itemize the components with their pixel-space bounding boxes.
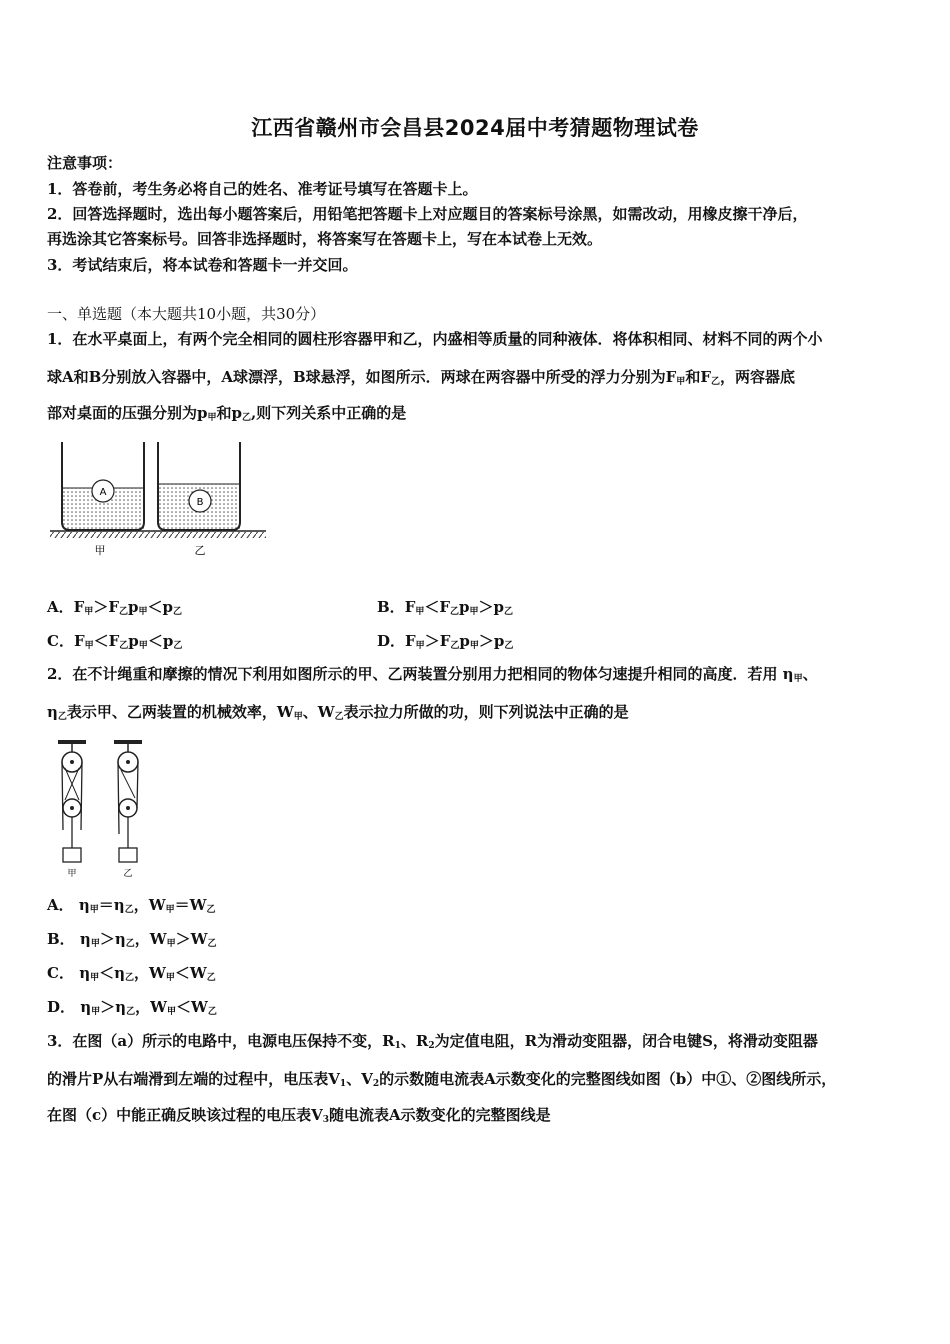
pulley-yi: [114, 740, 142, 878]
q1-line: 部对桌面的压强分别为$p_甲$和$p_乙$,则下列关系中正确的是: [47, 404, 407, 423]
q1-figure-containers: [46, 438, 271, 560]
label-jia: 甲: [94, 544, 106, 557]
q1-line: 球A和B分别放入容器中，A球漂浮，B球悬浮，如图所示．两球在两容器中所受的浮力分别为$F_甲$和$F_乙$，两容器底: [47, 368, 795, 387]
q2-line: $\eta_乙$表示甲、乙两装置的机械效率，$W_甲$、$W_乙$表示拉力所做的功，则下列说法中正确的是: [47, 703, 629, 722]
q2-option-b[interactable]: B． $\eta_甲>\eta_乙$，$W_甲>W_乙$: [47, 930, 217, 949]
notice-heading: 注意事项：: [47, 154, 123, 172]
q3-line: 的滑片P从右端滑到左端的过程中，电压表$V_1$、$V_2$的示数随电流表A示数变化的完整图线如图（b）中①、②图线所示，: [47, 1070, 837, 1089]
q3-line: 3．在图（a）所示的电路中，电源电压保持不变，$R_1$、$R_2$为定值电阻，R为滑动变阻器，闭合电键S，将滑动变阻器: [47, 1032, 818, 1051]
ball-a-label: A: [99, 487, 107, 498]
label-jia: 甲: [67, 869, 77, 878]
notice-item: 1．答卷前，考生务必将自己的姓名、准考证号填写在答题卡上。: [47, 180, 478, 198]
q1-line: 1．在水平桌面上，有两个完全相同的圆柱形容器甲和乙，内盛相等质量的同种液体．将体积相同、材料不同的两个小: [47, 330, 823, 348]
q1-option-d[interactable]: D．$F_甲>F_乙p_甲>p_乙$: [377, 632, 514, 651]
q1-option-b[interactable]: B．$F_甲<F_乙p_甲>p_乙$: [377, 598, 514, 617]
q3-line: 在图（c）中能正确反映该过程的电压表$V_3$随电流表A示数变化的完整图线是: [47, 1106, 551, 1125]
q2-option-c[interactable]: C． $\eta_甲<\eta_乙$，$W_甲<W_乙$: [47, 964, 216, 983]
page-title: 江西省赣州市会昌县2024届中考猜题物理试卷: [251, 116, 699, 140]
notice-item: 3．考试结束后，将本试卷和答题卡一并交回。: [47, 256, 358, 274]
q2-option-d[interactable]: D． $\eta_甲>\eta_乙$，$W_甲<W_乙$: [47, 998, 217, 1017]
ball-b-label: B: [196, 497, 204, 508]
notice-item: 2．回答选择题时，选出每小题答案后，用铅笔把答题卡上对应题目的答案标号涂黑，如需改动，用橡皮擦干净后，: [47, 205, 808, 223]
q1-option-a[interactable]: A．$F_甲>F_乙p_甲<p_乙$: [47, 598, 183, 617]
q1-option-c[interactable]: C．$F_甲<F_乙p_甲<p_乙$: [47, 632, 183, 651]
pulley-jia: [58, 740, 86, 878]
container-jia: [62, 442, 144, 530]
label-yi: 乙: [194, 544, 206, 557]
label-yi: 乙: [123, 869, 133, 878]
q2-line: 2．在不计绳重和摩擦的情况下利用如图所示的甲、乙两装置分别用力把相同的物体匀速提升相同的高度．若用 $\eta_甲$、: [47, 665, 818, 684]
section-heading: 一、单选题（本大题共10小题，共30分）: [47, 305, 326, 323]
container-yi: [158, 442, 240, 530]
q2-option-a[interactable]: A． $\eta_甲=\eta_乙$，$W_甲=W_乙$: [47, 896, 216, 915]
notice-item: 再选涂其它答案标号。回答非选择题时，将答案写在答题卡上，写在本试卷上无效。: [47, 230, 603, 248]
q2-figure-pulleys: [52, 738, 152, 878]
